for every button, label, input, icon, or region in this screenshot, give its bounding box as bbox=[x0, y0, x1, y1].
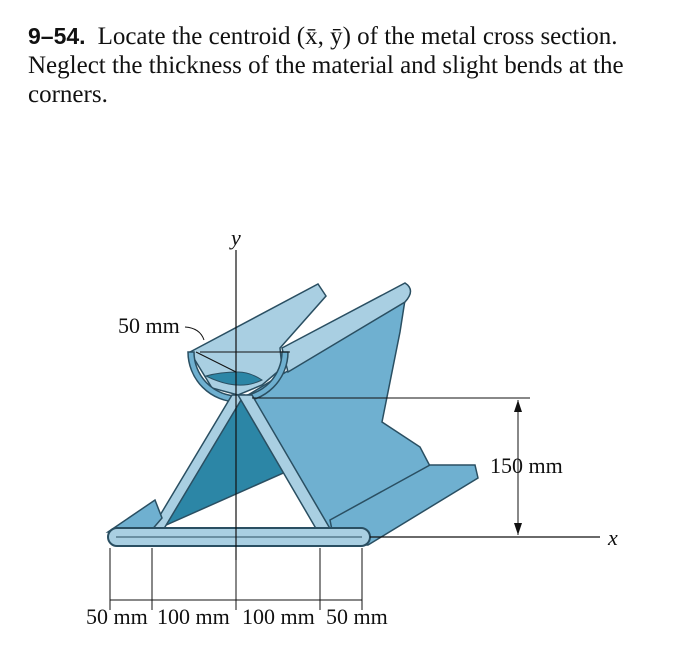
radius-label: 50 mm bbox=[118, 313, 180, 338]
dim-4: 50 mm bbox=[326, 604, 388, 629]
y-axis-label: y bbox=[231, 225, 241, 250]
height-label: 150 mm bbox=[490, 453, 563, 478]
problem-number: 9–54. bbox=[28, 23, 86, 49]
dim-3: 100 mm bbox=[242, 604, 315, 629]
x-axis-label: x bbox=[608, 525, 618, 550]
dim-1: 50 mm bbox=[86, 604, 148, 629]
dim-2: 100 mm bbox=[157, 604, 230, 629]
problem-text: Locate the centroid (x̄, ȳ) of the metal cross section. Neglect the thickness of the material and slight bends at the corners. bbox=[28, 23, 624, 108]
